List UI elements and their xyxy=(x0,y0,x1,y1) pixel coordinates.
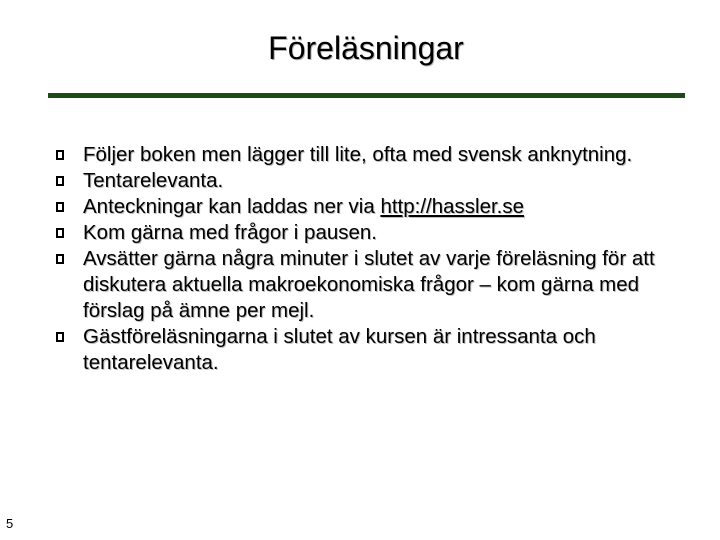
square-bullet-icon xyxy=(56,202,64,212)
square-bullet-icon xyxy=(56,150,64,160)
square-bullet-icon xyxy=(56,332,64,342)
bullet-text: Avsätter gärna några minuter i slutet av varje föreläsning för att diskutera aktuella makroekonomiska frågor – kom gärna med förslag på ämne per mejl. xyxy=(83,247,655,322)
hassler-link[interactable]: http://hassler.se xyxy=(380,195,525,218)
bullet-item xyxy=(56,142,686,168)
slide-title: Föreläsningar xyxy=(268,30,464,66)
title-underline-rule xyxy=(48,93,685,98)
bullet-text: Gästföreläsningarna i slutet av kursen är intressanta och tentarelevanta. xyxy=(83,325,596,374)
square-bullet-icon xyxy=(56,228,64,238)
bullet-item xyxy=(56,246,686,324)
bullet-item xyxy=(56,220,686,246)
page-number: 5 xyxy=(6,516,14,531)
bullet-text: Anteckningar kan laddas ner via xyxy=(83,195,381,218)
bullet-item xyxy=(56,194,686,220)
bullet-list xyxy=(56,142,686,376)
bullet-text: Följer boken men lägger till lite, ofta med svensk anknytning. xyxy=(83,143,633,166)
square-bullet-icon xyxy=(56,254,64,264)
square-bullet-icon xyxy=(56,176,64,186)
bullet-item xyxy=(56,168,686,194)
bullet-item xyxy=(56,324,686,376)
bullet-text: Tentarelevanta. xyxy=(83,169,224,192)
bullet-text: Kom gärna med frågor i pausen. xyxy=(83,221,377,244)
